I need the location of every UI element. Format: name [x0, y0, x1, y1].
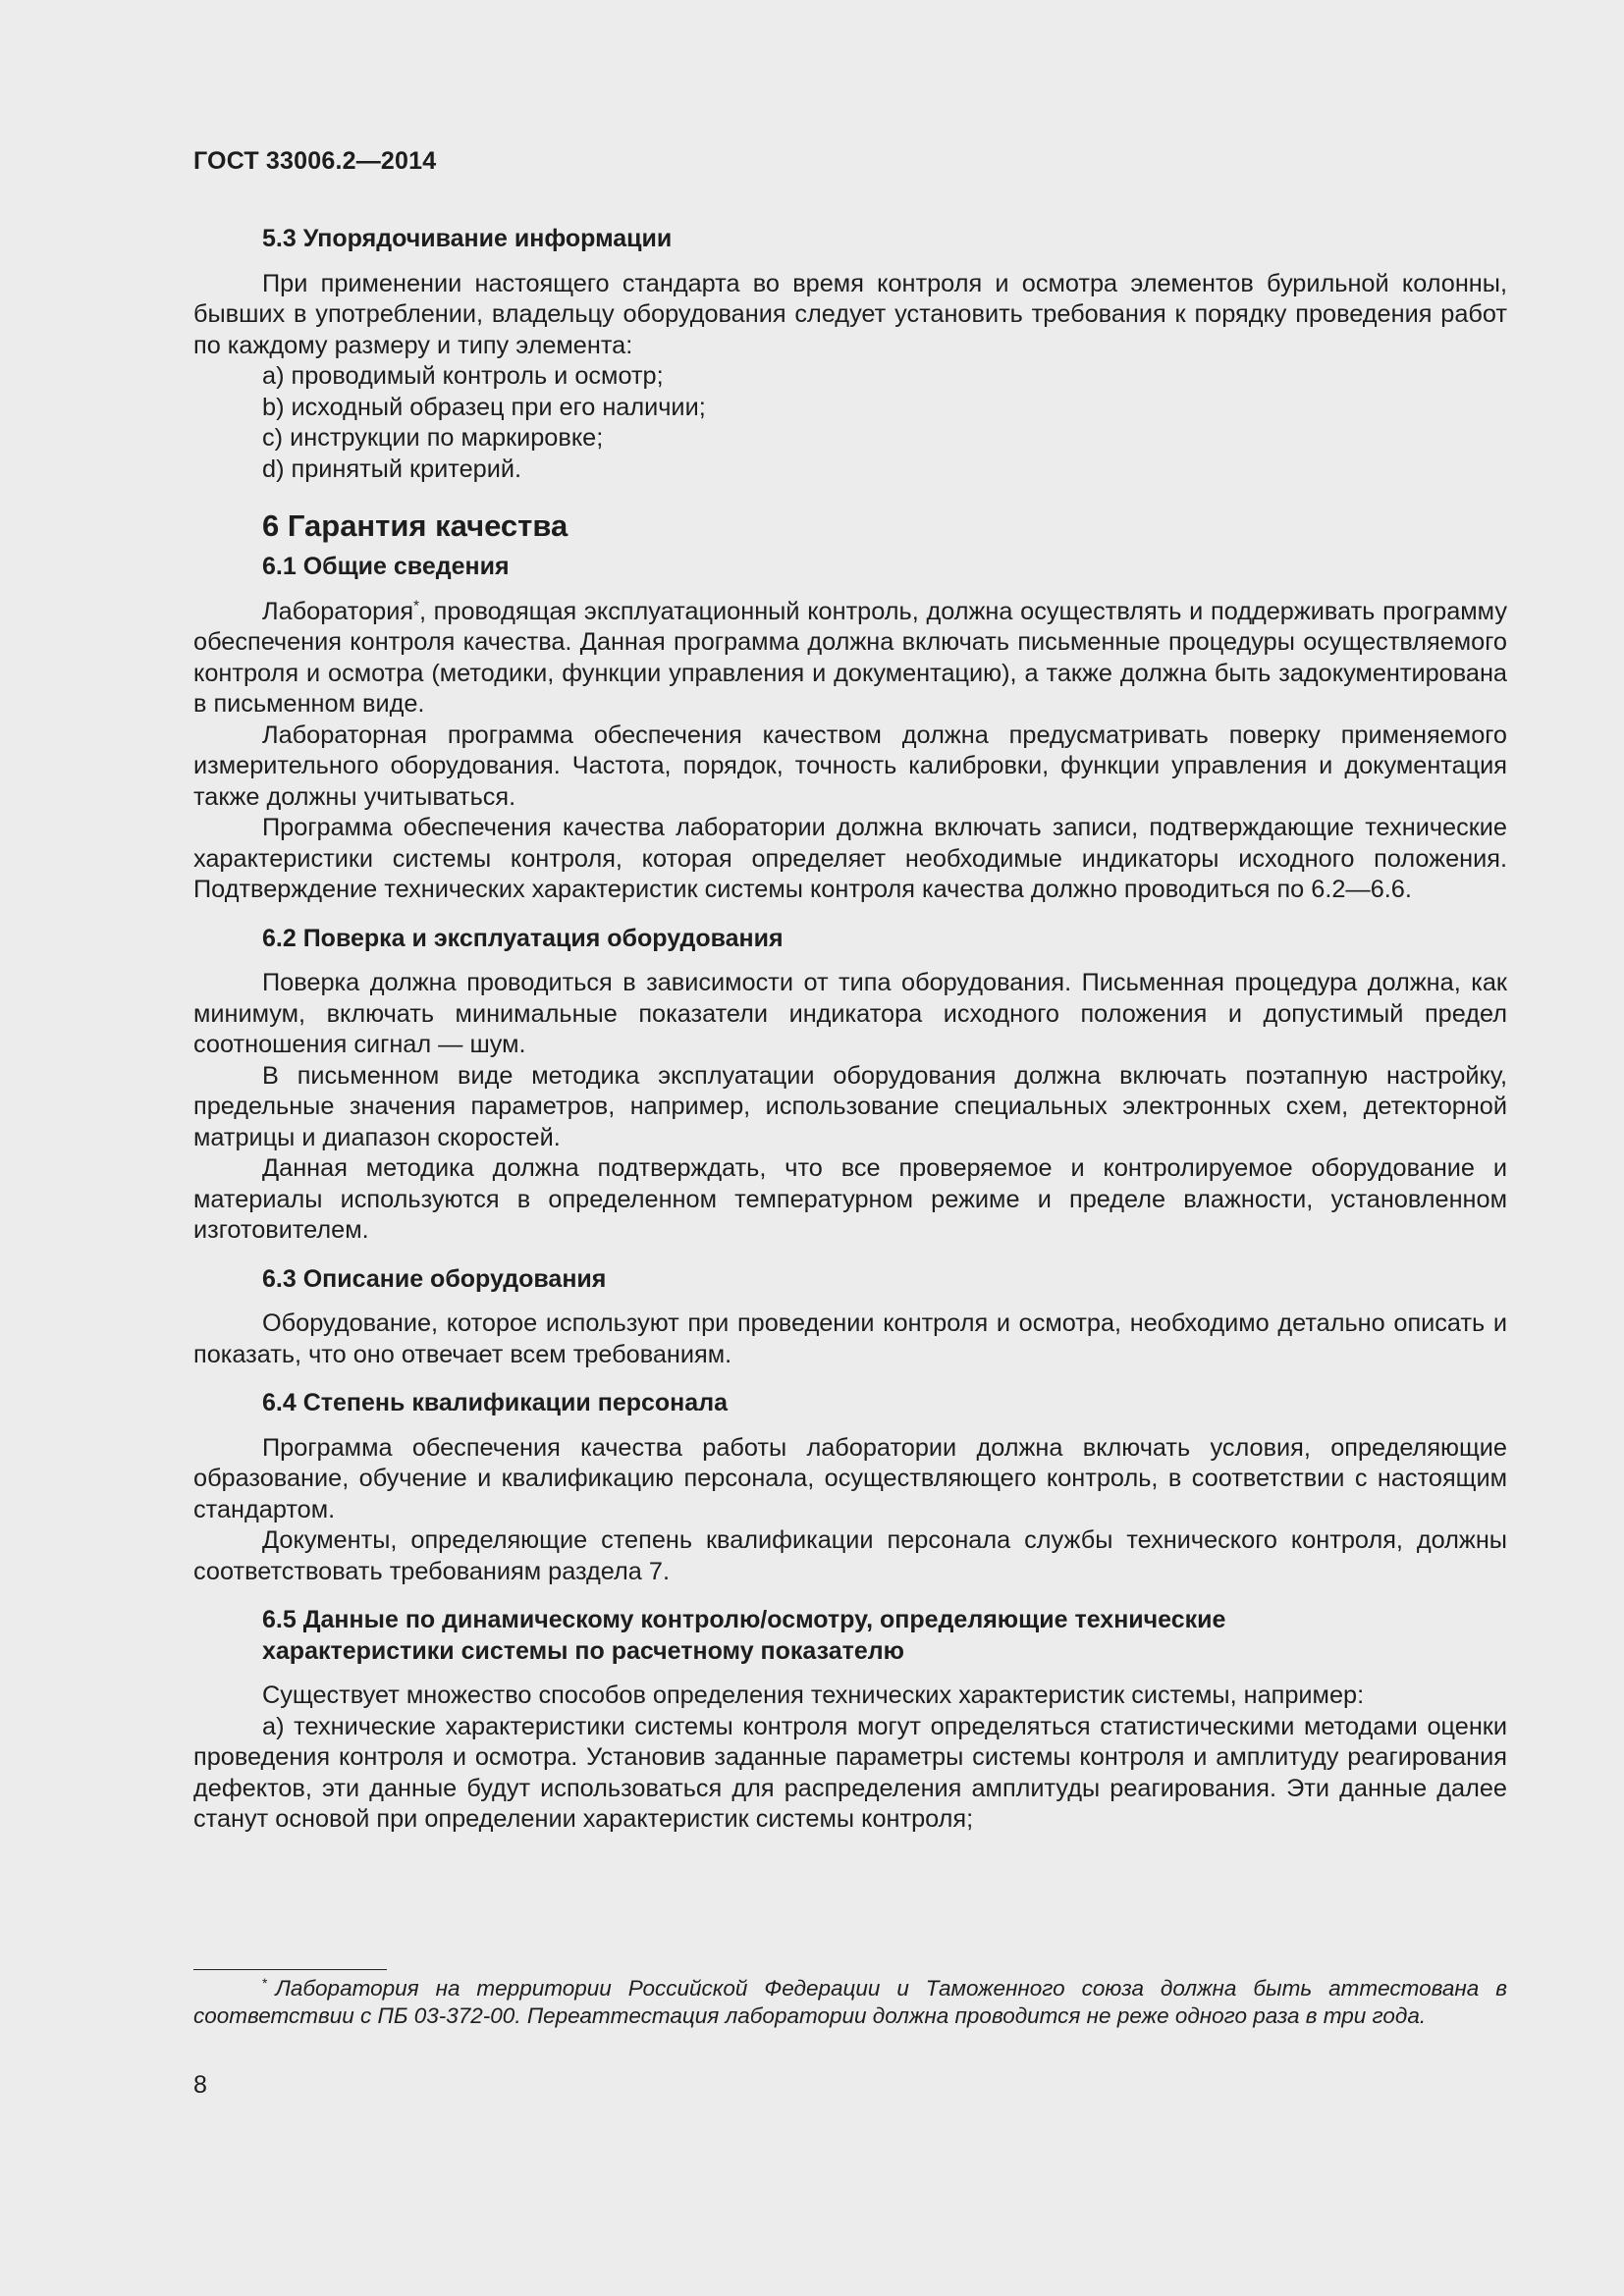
section-6-4-paragraph-1: Программа обеспечения качества работы лаборатории должна включать условия, определяющие образование, обучение и квалификацию персонала, осуществляющего контроль, в соответствии с настоящим стандартом.: [193, 1433, 1507, 1523]
section-6-5-paragraph-1: Существует множество способов определения технических характеристик системы, например:: [262, 1682, 1365, 1709]
section-6-1-paragraph-2: Лабораторная программа обеспечения качеством должна предусматривать поверку применяемого измерительного оборудования. Частота, порядок, точность калибровки, функции управления и документация также должны учитываться.: [193, 721, 1507, 811]
section-6-2-paragraph-2: В письменном виде методика эксплуатации оборудования должна включать поэтапную настройку, предельные значения параметров, например, использование специальных электронных схем, детекторной матрицы и диапазон скоростей.: [193, 1061, 1507, 1151]
section-6-3-title: 6.3 Описание оборудования: [262, 1264, 607, 1293]
section-6-5-title-line-1: 6.5 Данные по динамическому контролю/осмотру, определяющие технические: [262, 1606, 1226, 1633]
paragraph-text: , проводящая эксплуатационный контроль, должна осуществлять и поддерживать программу обеспечения контроля качества. Данная программа должна включать письменные процедуры осуществляемого контроля и осмотра (методики, функции управления и документацию), а также должна быть задокументирована в письменном виде.: [193, 597, 1507, 718]
list-item-d: d) принятый критерий.: [262, 454, 522, 483]
section-6-5-title: [193, 1605, 1507, 1667]
section-6-2-paragraph-3: Данная методика должна подтверждать, что все проверяемое и контролируемое оборудование и материалы используются в определенном температурном режиме и пределе влажности, установленном изготовителем.: [193, 1154, 1507, 1244]
section-6-3-paragraph-1: Оборудование, которое используют при проведении контроля и осмотра, необходимо детально описать и показать, что оно отвечает всем требованиям.: [193, 1309, 1507, 1368]
section-6-2-paragraph-1: Поверка должна проводиться в зависимости от типа оборудования. Письменная процедура должна, как минимум, включать минимальные показатели индикатора исходного положения и допустимый предел соотношения сигнал — шум.: [193, 969, 1507, 1058]
list-item-a: a) проводимый контроль и осмотр;: [262, 362, 664, 390]
page-content: [193, 224, 1507, 1836]
section-6-5-paragraph-2: a) технические характеристики системы контроля могут определяться статистическими методами оценки проведения контроля и осмотра. Установив заданные параметры системы контроля и амплитуду реагирования дефектов, эти данные будут использоваться для распределения амплитуды реагирования. Эти данные далее станут основой при определении характеристик системы контроля;: [193, 1712, 1507, 1833]
footnote-text: Лаборатория на территории Российской Федерации и Таможенного союза должна быть аттестована в соответствии с ПБ 03-372-00. Переаттестация лаборатории должна проводится не реже одного раза в три года.: [193, 1976, 1507, 2028]
section-5-3-title: 5.3 Упорядочивание информации: [262, 225, 673, 252]
list-item-c: c) инструкции по маркировке;: [262, 424, 604, 452]
section-6-1-paragraph-1: [193, 597, 1507, 721]
lab-word: Лаборатория: [262, 597, 414, 625]
footnote-ref: *: [413, 597, 419, 614]
section-6-2-title: 6.2 Поверка и эксплуатация оборудования: [262, 924, 784, 952]
section-5-3-intro: При применении настоящего стандарта во время контроля и осмотра элементов бурильной колонны, бывших в употреблении, владельцу оборудования следует установить требования к порядку проведения работ по каждому размеру и типу элемента:: [193, 269, 1507, 359]
section-6-1-title: 6.1 Общие сведения: [262, 553, 510, 580]
section-6-1-paragraph-3: Программа обеспечения качества лаборатории должна включать записи, подтверждающие технические характеристики системы контроля, которая определяет необходимые индикаторы исходного положения. Подтверждение технических характеристик системы контроля качества должно проводиться по 6.2—6.6.: [193, 814, 1507, 903]
page-number: 8: [193, 2071, 207, 2099]
section-6-4-title: 6.4 Степень квалификации персонала: [262, 1389, 728, 1416]
footnote-separator: [193, 1969, 387, 1970]
footnote-marker: *: [262, 1974, 268, 1991]
document-code: ГОСТ 33006.2—2014: [193, 147, 437, 175]
footnote: [193, 1975, 1507, 2030]
section-6-5-title-line-2: характеристики системы по расчетному показателю: [262, 1636, 905, 1665]
list-item-b: b) исходный образец при его наличии;: [262, 393, 706, 421]
section-6-title: 6 Гарантия качества: [262, 508, 568, 543]
section-6-4-paragraph-2: Документы, определяющие степень квалификации персонала службы технического контроля, должны соответствовать требованиям раздела 7.: [193, 1526, 1507, 1585]
